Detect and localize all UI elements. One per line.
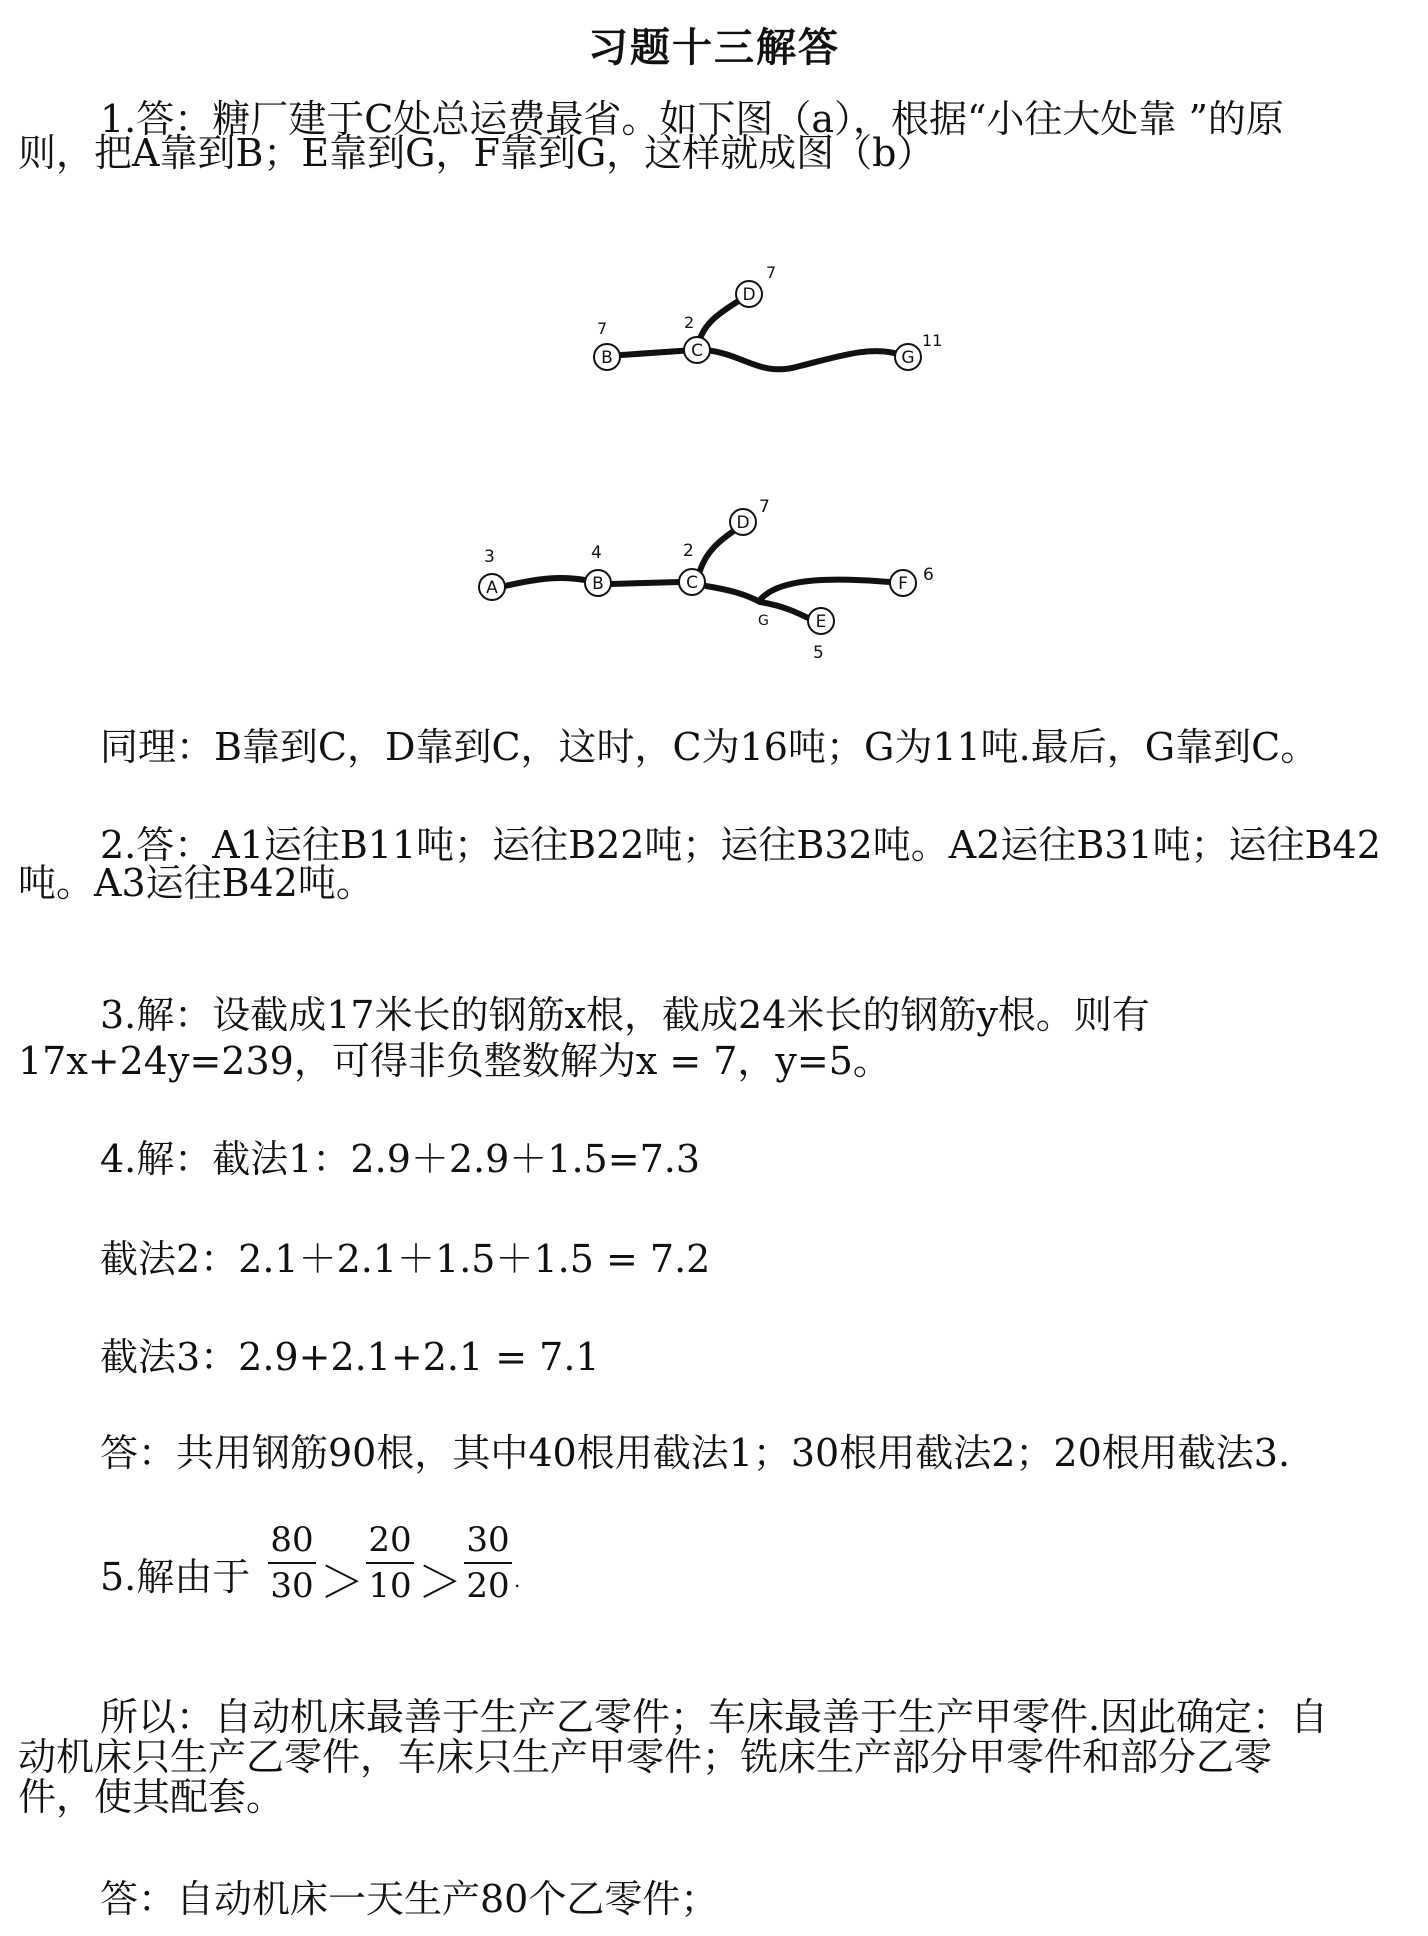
page-title: 习题十三解答 [588,24,840,71]
edge-c-d [699,298,743,342]
fraction-2-den: 10 [368,1566,412,1606]
node-b-d: D [736,513,750,533]
fraction-3-num: 30 [466,1520,510,1560]
q4-method-3: 截法3：2.9+2.1+2.1 = 7.1 [100,1335,600,1379]
node-a-d: D [742,285,756,305]
fraction-1-num: 80 [270,1520,314,1560]
weight-a-c: 2 [684,313,695,332]
q2-line-1: 2.答：A1运往B11吨；运往B22吨；运往B32吨。A2运往B31吨；运往B42 [100,823,1381,867]
fraction-1-den: 30 [270,1566,314,1606]
weight-b-c: 2 [683,541,694,561]
node-a-g: G [901,348,915,368]
node-b-f: F [898,574,908,594]
node-b-e: E [815,612,827,632]
q5-para-line-2: 动机床只生产乙零件，车床只生产甲零件；铣床生产部分甲零件和部分乙零 [18,1735,1273,1779]
fraction-3 [464,1520,512,1606]
fraction-1 [268,1520,316,1606]
node-b-c: C [686,573,698,593]
q1-after: 同理：B靠到C，D靠到C，这时，C为16吨；G为11吨.最后，G靠到C。 [100,725,1319,769]
node-a-c: C [691,341,703,361]
edge-g-f [760,580,890,600]
q4-method-1: 4.解：截法1：2.9＋2.9＋1.5=7.3 [100,1137,701,1181]
q3-line-1: 3.解：设截成17米长的钢筋x根，截成24米长的钢筋y根。则有 [100,993,1150,1037]
q4-answer: 答：共用钢筋90根，其中40根用截法1；30根用截法2；20根用截法3. [100,1431,1291,1475]
weight-b-d: 7 [759,497,770,517]
q1-line-2: 则，把A靠到B；E靠到G，F靠到G，这样就成图（b） [18,131,935,175]
q2-line-2: 吨。A3运往B42吨。 [18,861,374,905]
fraction-3-den: 20 [466,1566,510,1606]
weight-a-b: 7 [597,319,608,338]
weight-b-f: 6 [923,565,934,585]
q5-end-dot: . [514,1568,521,1592]
edge-c-g [706,586,760,602]
fraction-2-num: 20 [368,1520,412,1560]
diagram-a [0,250,1428,390]
q5-answer: 答：自动机床一天生产80个乙零件； [100,1877,719,1921]
diagram-b [0,490,1428,670]
node-a-b: B [601,348,613,368]
node-b-a: A [486,578,498,598]
q5-para-line-3: 件，使其配套。 [18,1775,285,1819]
weight-b-b: 4 [591,543,602,563]
edge-c-d [699,528,738,574]
q1-line-1: 1.答：糖厂建于C处总运费最省。如下图（a），根据“小往大处靠 ”的原 [100,97,1284,141]
fraction-2 [366,1520,414,1606]
gt-sign-2: ＞ [418,1557,462,1608]
q5-para-line-1: 所以：自动机床最善于生产乙零件；车床最善于生产甲零件.因此确定：自 [100,1695,1329,1739]
q3-line-2: 17x+24y=239，可得非负整数解为x = 7，y=5。 [18,1039,891,1083]
gt-sign-1: ＞ [320,1557,364,1608]
q4-method-2: 截法2：2.1＋2.1＋1.5＋1.5 = 7.2 [100,1237,711,1281]
edge-a-b [505,578,585,586]
weight-b-a: 3 [484,547,495,567]
weight-a-g: 11 [922,331,943,350]
weight-a-d: 7 [766,263,777,282]
junction-g-label: G [758,613,769,629]
edge-c-g [705,350,898,369]
q5-lead: 5.解由于 [100,1555,251,1599]
node-b-b: B [592,574,604,594]
edge-b-c [610,582,680,584]
weight-b-e: 5 [813,643,824,663]
